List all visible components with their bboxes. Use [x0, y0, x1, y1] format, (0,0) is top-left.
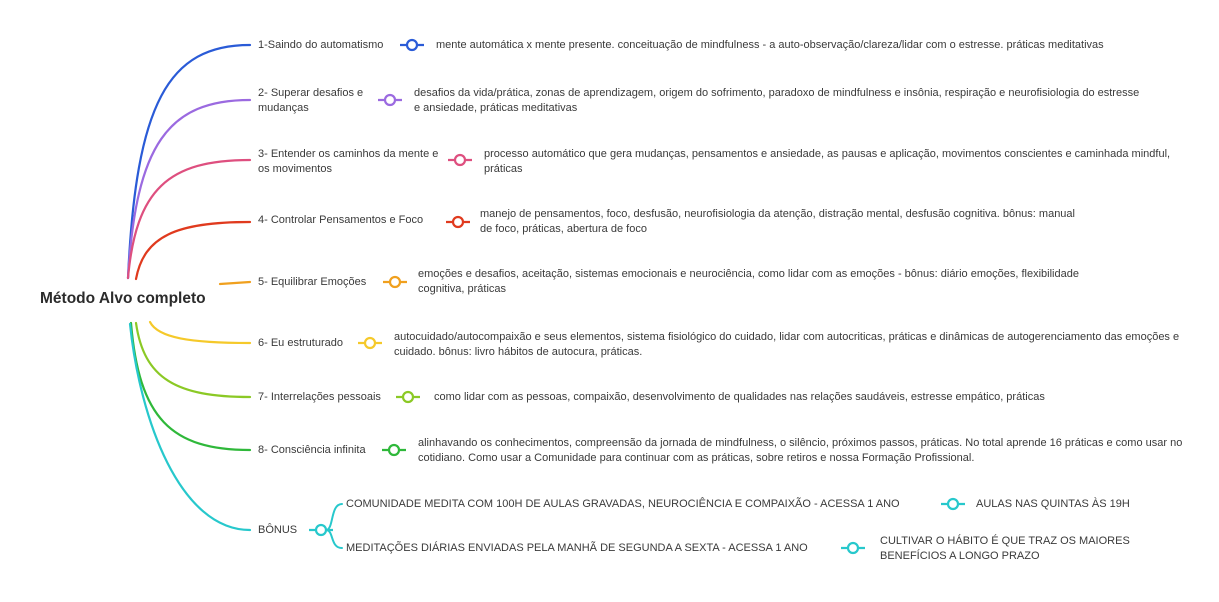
branch-1-collapse-toggle[interactable] — [407, 40, 417, 50]
branch-detail-3[interactable]: processo automático que gera mudanças, pensamentos e ansiedade, as pausas e aplicação, movimentos conscientes e caminhada mindful, práticas — [484, 148, 1171, 175]
bonus-child-link-1 — [326, 504, 342, 530]
branch-link-3 — [128, 160, 250, 278]
branch-detail-4[interactable]: manejo de pensamentos, foco, desfusão, neurofisiologia da atenção, distração mental, desfusão cognitiva. bônus: manual de foco, práticas, abertura de foco — [480, 208, 1075, 235]
branch-topic-2[interactable]: 2- Superar desafios e mudanças — [258, 87, 364, 114]
branch-link-7 — [136, 323, 250, 397]
bonus-link — [130, 324, 250, 530]
bonus-child-link-2 — [326, 530, 342, 548]
bonus-child-1[interactable]: COMUNIDADE MEDITA COM 100H DE AULAS GRAVADAS, NEUROCIÊNCIA E COMPAIXÃO - ACESSA 1 ANO — [346, 498, 900, 510]
branch-topic-4[interactable]: 4- Controlar Pensamentos e Foco — [258, 214, 424, 226]
branch-6-collapse-toggle[interactable] — [365, 338, 375, 348]
branch-detail-8[interactable]: alinhavando os conhecimentos, compreensão da jornada de mindfulness, o silêncio, próximos passos, práticas. No total aprende 16 práticas e como usar no cotidiano. Como usar a Comunidade para continuar com as práticas, sobre retiros e nossa Formação Profissional. — [418, 437, 1183, 464]
branch-link-6 — [150, 322, 250, 343]
branch-detail-2[interactable]: desafios da vida/prática, zonas de aprendizagem, origem do sofrimento, paradoxo de mindfulness e insônia, respiração e neurofisiologia do estresse e ansiedade, práticas meditativas — [414, 87, 1140, 114]
branch-8-collapse-toggle[interactable] — [389, 445, 399, 455]
bonus-collapse-toggle[interactable] — [316, 525, 326, 535]
branch-topic-6[interactable]: 6- Eu estruturado — [258, 337, 343, 349]
branch-detail-1[interactable]: mente automática x mente presente. conceituação de mindfulness - a auto-observação/clareza/lidar com o estresse. práticas meditativas — [436, 39, 1104, 51]
branch-detail-7[interactable]: como lidar com as pessoas, compaixão, desenvolvimento de qualidades nas relações saudáveis, estresse empático, práticas — [434, 391, 1045, 403]
branch-4-collapse-toggle[interactable] — [453, 217, 463, 227]
branch-topic-8[interactable]: 8- Consciência infinita — [258, 444, 366, 456]
bonus-topic[interactable]: BÔNUS — [258, 524, 298, 536]
branch-topic-1[interactable]: 1-Saindo do automatismo — [258, 39, 384, 51]
branch-topic-7[interactable]: 7- Interrelações pessoais — [258, 391, 381, 403]
branch-3-collapse-toggle[interactable] — [455, 155, 465, 165]
branch-link-5 — [220, 282, 250, 284]
bonus-grandchild-2[interactable]: CULTIVAR O HÁBITO É QUE TRAZ OS MAIORES BENEFÍCIOS A LONGO PRAZO — [880, 535, 1130, 562]
bonus-child-2-collapse-toggle[interactable] — [848, 543, 858, 553]
bonus-grandchild-1[interactable]: AULAS NAS QUINTAS ÀS 19H — [976, 498, 1130, 510]
branch-detail-6[interactable]: autocuidado/autocompaixão e seus elementos, sistema fisiológico do cuidado, lidar com autocriticas, práticas e dinâmicas de autogerenciamento das emoções e cuidado. bônus: livro hábitos de autocura, práticas. — [394, 331, 1180, 358]
branch-detail-5[interactable]: emoções e desafios, aceitação, sistemas emocionais e neurociência, como lidar com as emoções - bônus: diário emoções, flexibilidade cognitiva, práticas — [418, 268, 1079, 295]
root-topic[interactable]: Método Alvo completo — [40, 290, 206, 307]
branch-topic-5[interactable]: 5- Equilibrar Emoções — [258, 276, 367, 288]
branch-link-4 — [136, 222, 250, 279]
branch-topic-3[interactable]: 3- Entender os caminhos da mente e os movimentos — [258, 148, 439, 175]
branch-5-collapse-toggle[interactable] — [390, 277, 400, 287]
bonus-child-1-collapse-toggle[interactable] — [948, 499, 958, 509]
bonus-child-2[interactable]: MEDITAÇÕES DIÁRIAS ENVIADAS PELA MANHÃ DE SEGUNDA A SEXTA - ACESSA 1 ANO — [346, 542, 808, 554]
branch-7-collapse-toggle[interactable] — [403, 392, 413, 402]
